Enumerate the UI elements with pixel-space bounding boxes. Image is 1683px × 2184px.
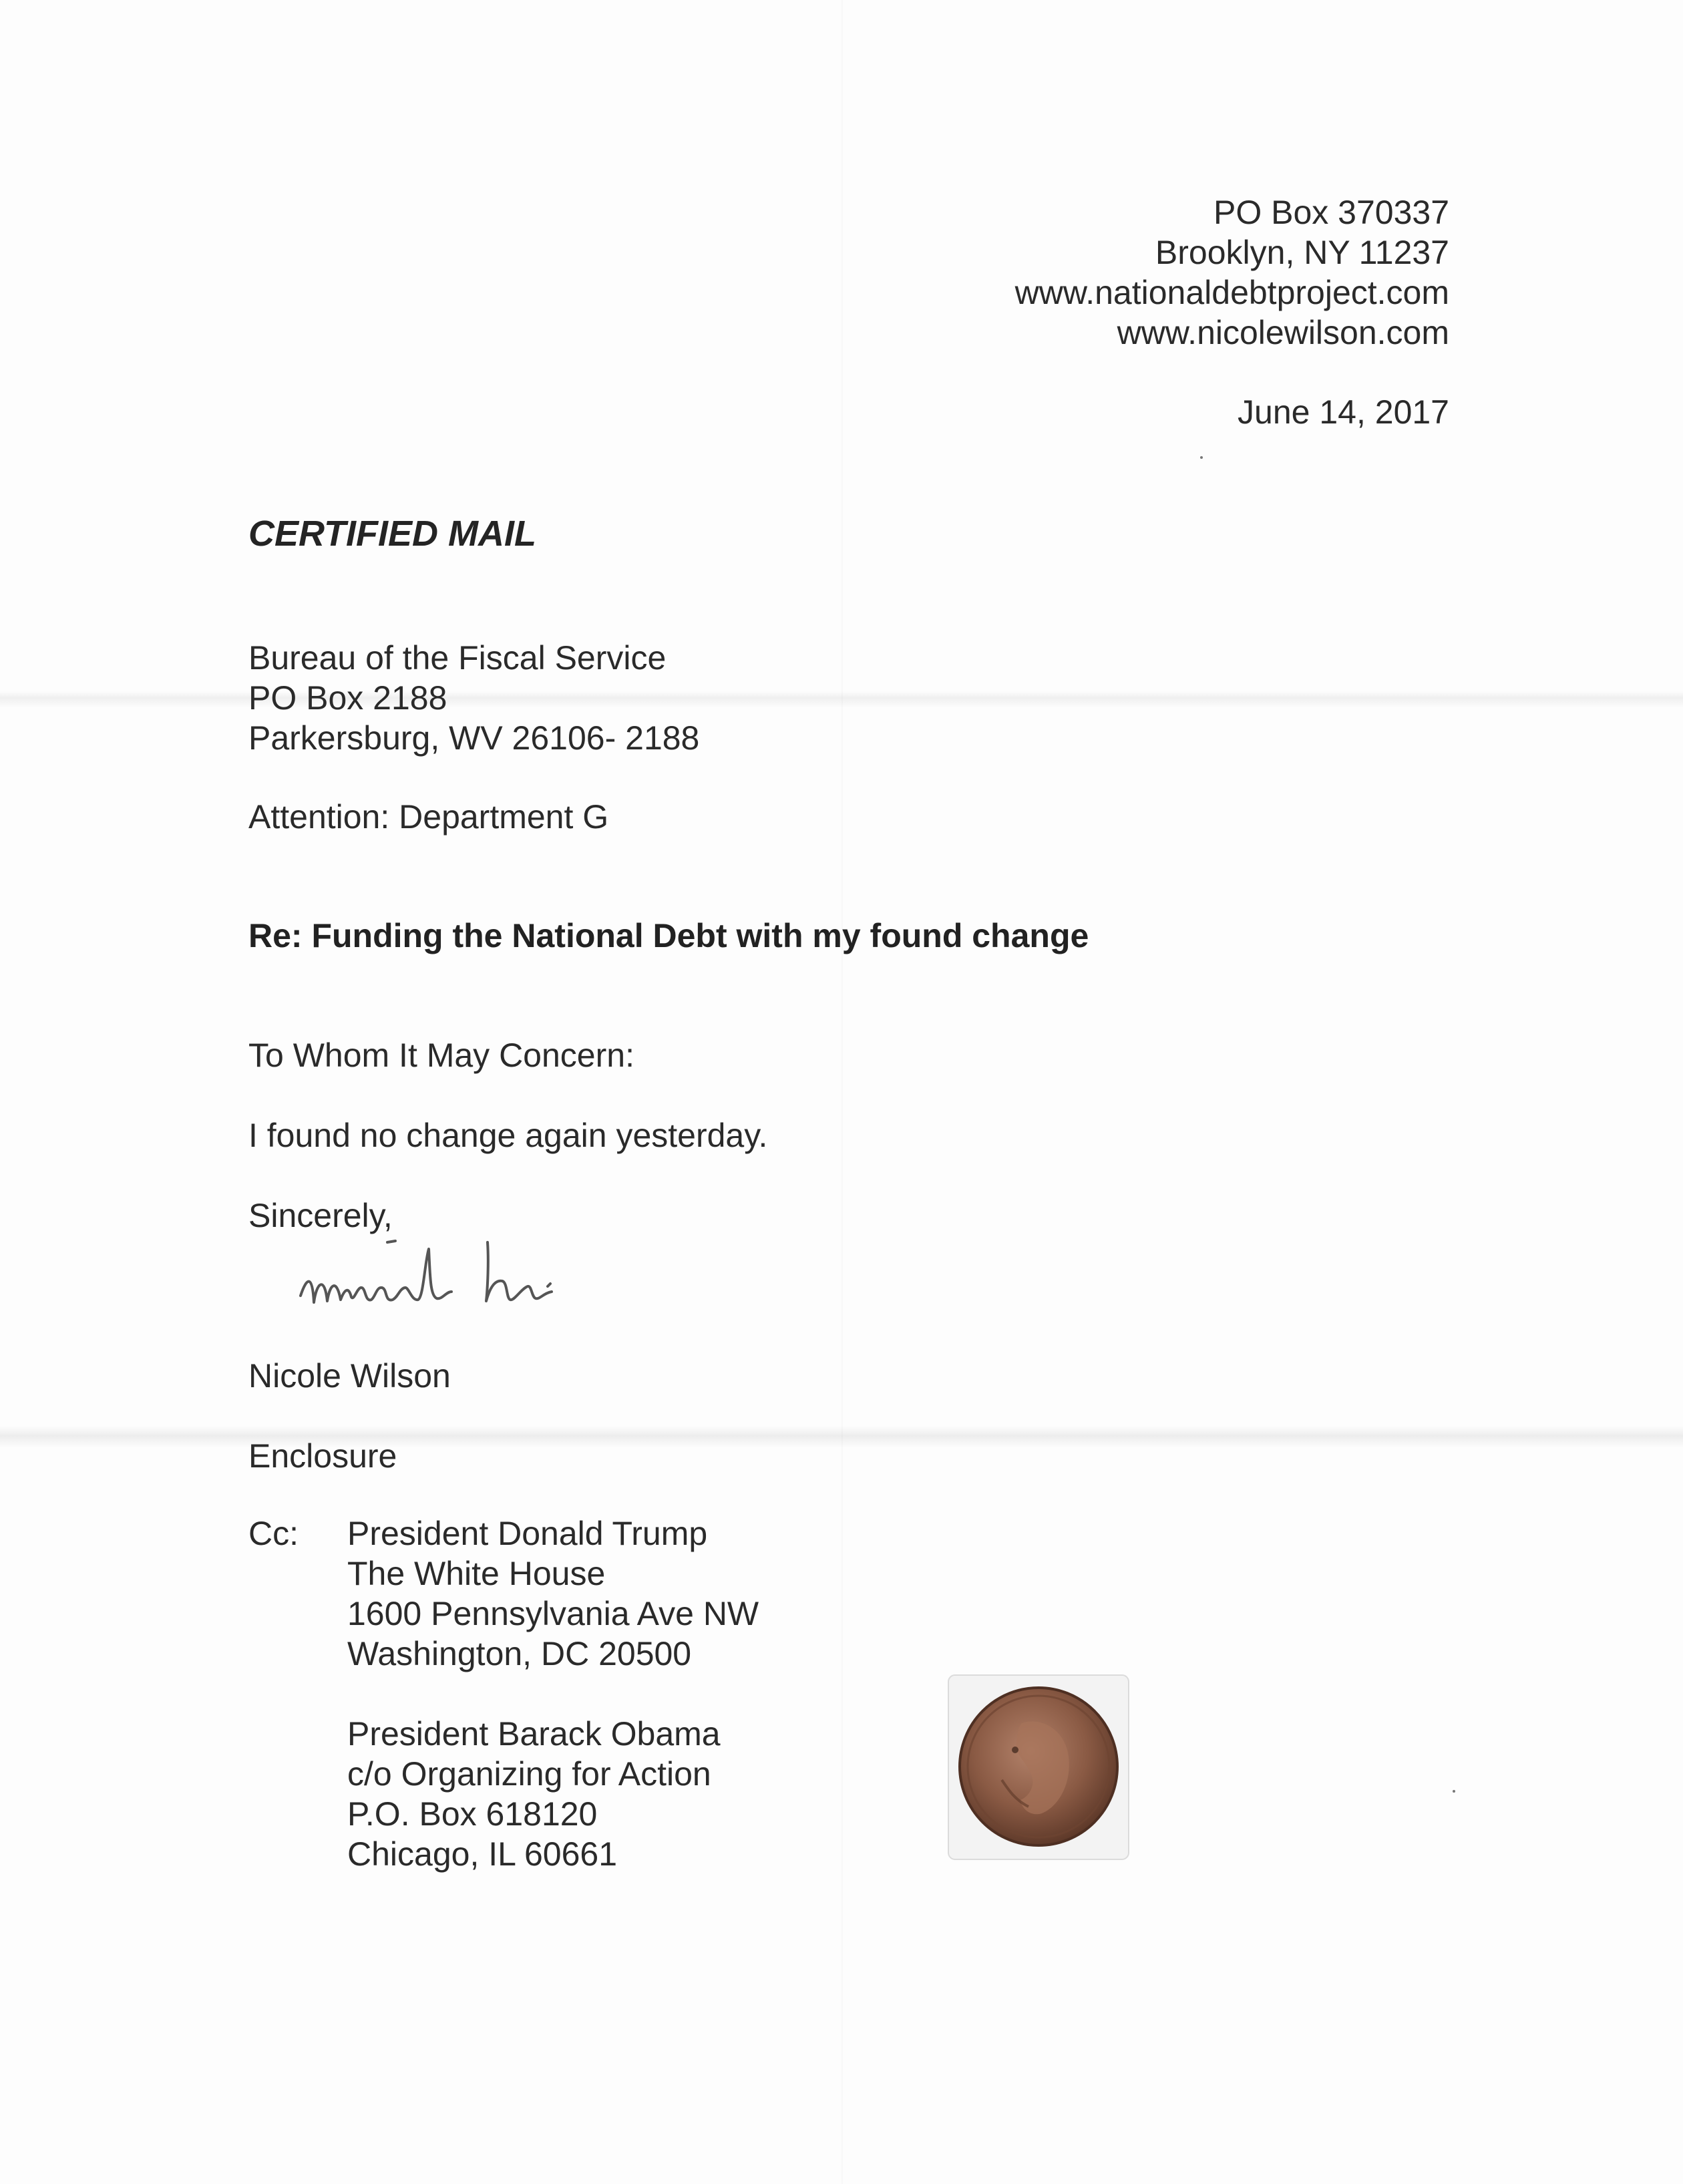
paper-crease	[842, 0, 843, 2184]
cc-recipient-2	[347, 1714, 721, 1874]
sender-line-2: Brooklyn, NY 11237	[1155, 234, 1449, 271]
cc-2-line-4: Chicago, IL 60661	[347, 1835, 618, 1873]
certified-mail-heading: CERTIFIED MAIL	[248, 514, 536, 554]
salutation: To Whom It May Concern:	[248, 1037, 634, 1074]
recipient-line-3: Parkersburg, WV 26106- 2188	[248, 719, 700, 757]
paper-speck	[1453, 1790, 1455, 1793]
cc-recipient-1	[347, 1513, 759, 1674]
recipient-line-2: PO Box 2188	[248, 679, 447, 717]
paper-speck	[1200, 456, 1203, 459]
cc-1-line-2: The White House	[347, 1555, 606, 1592]
cc-1-line-1: President Donald Trump	[347, 1515, 708, 1552]
enclosure-note: Enclosure	[248, 1437, 397, 1475]
taped-penny	[942, 1670, 1135, 1863]
recipient-line-1: Bureau of the Fiscal Service	[248, 639, 667, 677]
closing: Sincerely,	[248, 1197, 393, 1234]
body-text: I found no change again yesterday.	[248, 1117, 768, 1154]
cc-2-line-3: P.O. Box 618120	[347, 1795, 598, 1833]
cc-2-line-1: President Barack Obama	[347, 1715, 721, 1753]
cc-label: Cc:	[248, 1515, 299, 1552]
subject-line: Re: Funding the National Debt with my found change	[248, 917, 1089, 954]
letter-date: June 14, 2017	[1238, 393, 1449, 431]
cc-1-line-4: Washington, DC 20500	[347, 1635, 692, 1672]
handwritten-signature	[287, 1222, 661, 1329]
sender-line-1: PO Box 370337	[1213, 194, 1449, 231]
sender-website-1: www.nationaldebtproject.com	[1014, 274, 1449, 311]
cc-2-line-2: c/o Organizing for Action	[347, 1755, 711, 1793]
cc-1-line-3: 1600 Pennsylvania Ave NW	[347, 1595, 759, 1632]
sender-website-2: www.nicolewilson.com	[1117, 314, 1449, 351]
sender-address	[1015, 192, 1449, 353]
attention-line: Attention: Department G	[248, 798, 609, 836]
signer-name: Nicole Wilson	[248, 1357, 451, 1395]
recipient-address	[248, 638, 699, 758]
